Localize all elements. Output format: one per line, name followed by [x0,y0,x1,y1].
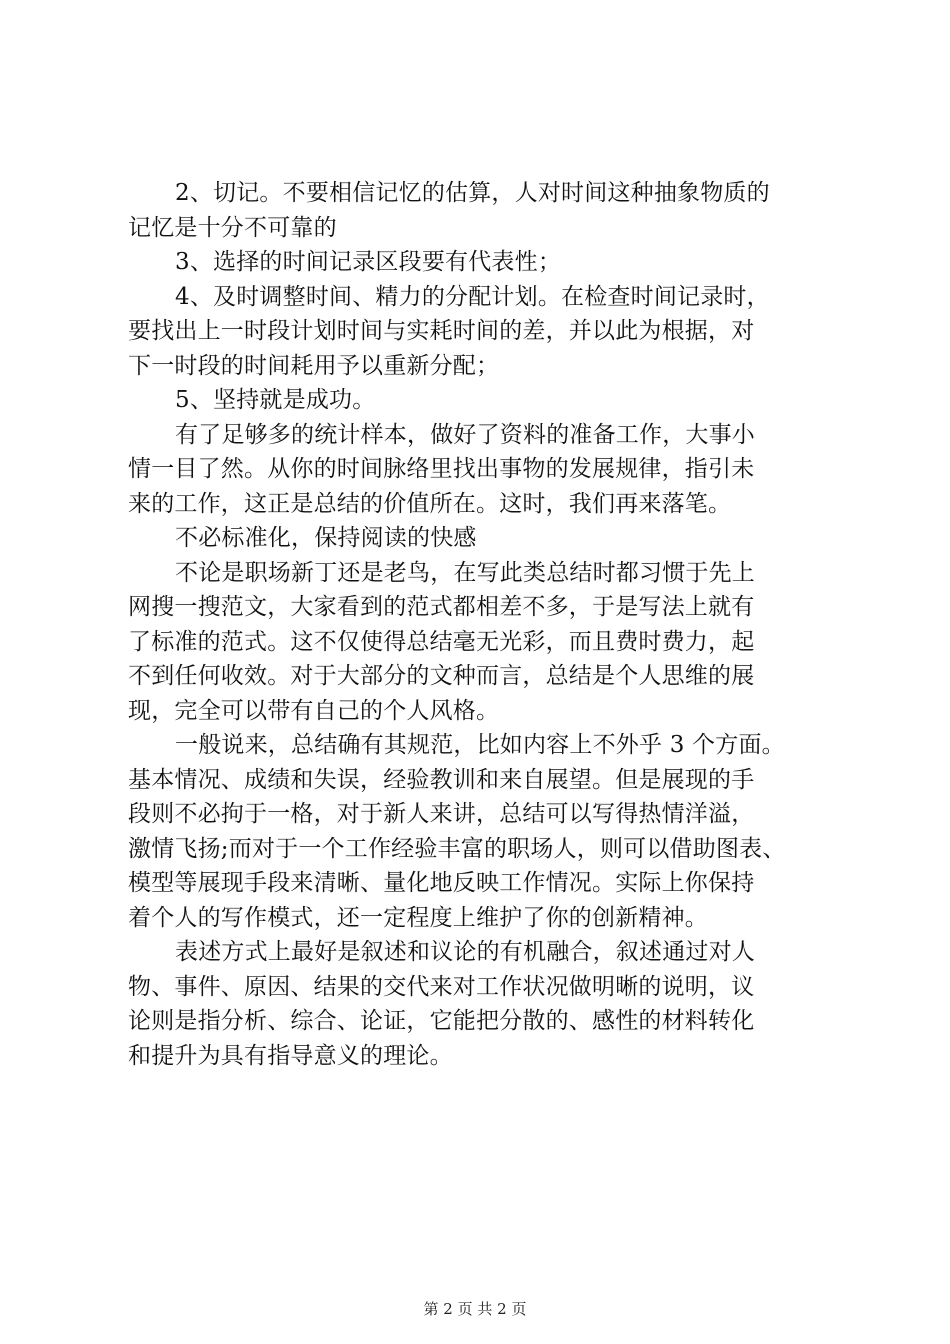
section-heading: 不必标准化，保持阅读的快感 [175,525,477,551]
text-line: 3、选择的时间记录区段要有代表性； [175,249,562,275]
text-line: 要找出上一时段计划时间与实耗时间的差，并以此为根据，对 [128,318,755,344]
page-number-footer: 第 2 页 共 2 页 [423,1300,527,1318]
text-line: 下一时段的时间耗用予以重新分配； [128,352,500,379]
text-line: 基本情况、成绩和失误，经验教训和来自展望。但是展现的手 [128,766,755,793]
text-line: 2、切记。不要相信记忆的估算，人对时间这种抽象物质的 [175,180,770,206]
text-line: 5、坚持就是成功。 [175,387,376,413]
text-line: 论则是指分析、综合、论证，它能把分散的、感性的材料转化 [128,1008,755,1034]
text-line: 4、及时调整时间、精力的分配计划。在检查时间记录时， [175,283,770,310]
text-line: 段则不必拘于一格，对于新人来讲，总结可以写得热情洋溢， [128,801,755,827]
text-line: 一般说来，总结确有其规范，比如内容上不外乎 3 个方面。 [175,732,785,758]
text-line: 现，完全可以带有自己的个人风格。 [128,697,500,724]
text-line: 表述方式上最好是叙述和议论的有机融合，叙述通过对人 [175,939,755,965]
text-line: 激情飞扬;而对于一个工作经验丰富的职场人，则可以借助图表、 [128,835,786,862]
text-line: 物、事件、原因、结果的交代来对工作状况做明晰的说明，议 [128,973,755,1000]
text-line: 了标准的范式。这不仅使得总结毫无光彩，而且费时费力，起 [128,628,755,655]
text-line: 有了足够多的统计样本，做好了资料的准备工作，大事小 [175,421,755,448]
text-line: 和提升为具有指导意义的理论。 [128,1042,453,1069]
text-line: 情一目了然。从你的时间脉络里找出事物的发展规律，指引未 [128,456,755,482]
text-line: 着个人的写作模式，还一定程度上维护了你的创新精神。 [128,904,708,931]
text-line: 不到任何收效。对于大部分的文种而言，总结是个人思维的展 [128,663,755,689]
text-line: 来的工作，这正是总结的价值所在。这时，我们再来落笔。 [128,490,732,517]
document-body [128,176,848,1073]
text-line: 网搜一搜范文，大家看到的范式都相差不多，于是写法上就有 [128,594,755,620]
text-line: 记忆是十分不可靠的 [128,214,337,241]
text-line: 不论是职场新丁还是老鸟，在写此类总结时都习惯于先上 [175,559,755,586]
text-line: 模型等展现手段来清晰、量化地反映工作情况。实际上你保持 [128,870,755,896]
